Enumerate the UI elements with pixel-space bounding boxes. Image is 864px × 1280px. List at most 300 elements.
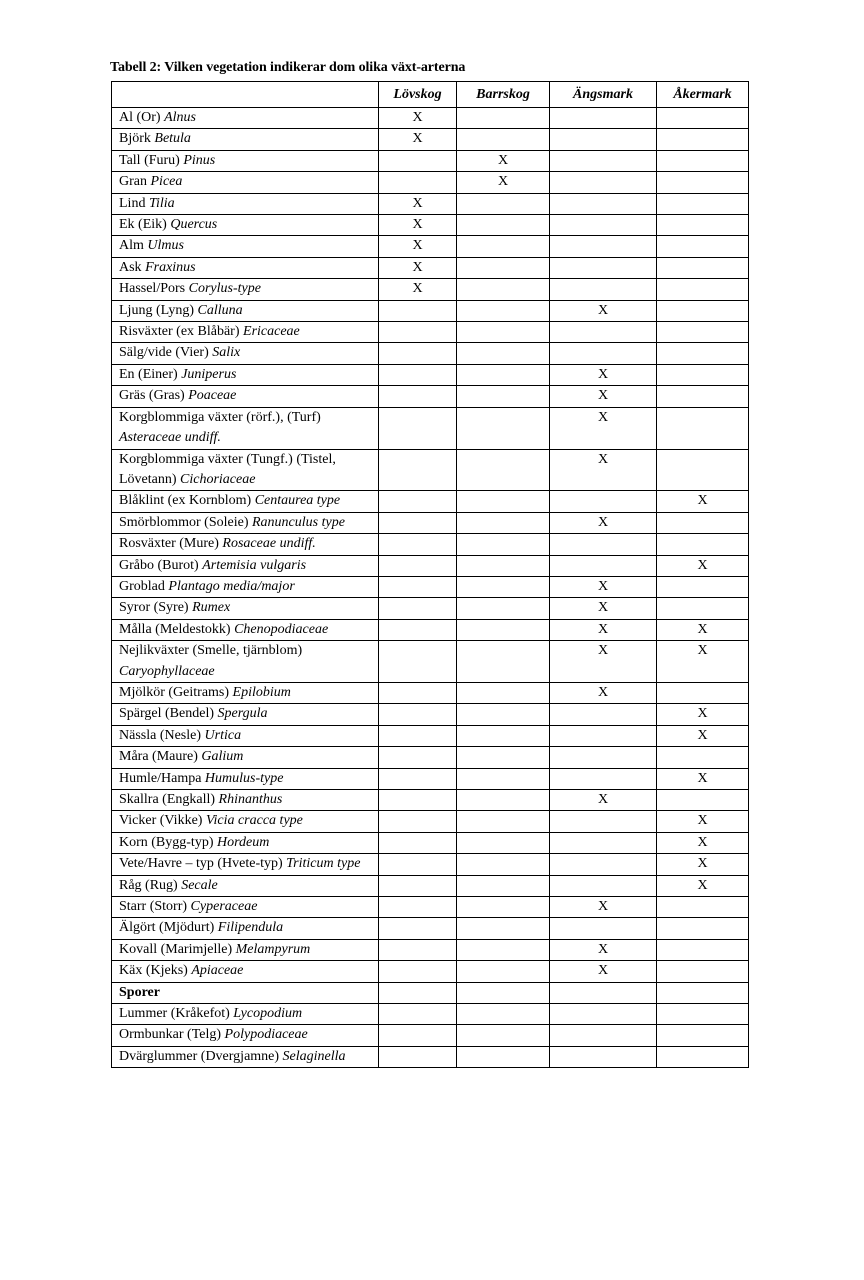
- scientific-name: Cyperaceae: [190, 899, 258, 915]
- mark-cell: [657, 939, 749, 960]
- species-name-cell: [112, 491, 379, 512]
- common-name: Älgört (Mjödurt): [119, 920, 218, 936]
- mark-cell: [457, 449, 550, 491]
- mark-cell: [379, 555, 457, 576]
- mark-cell: [457, 1025, 550, 1046]
- scientific-name: Plantago media/major: [168, 578, 295, 594]
- mark-cell: [379, 854, 457, 875]
- mark-cell: [379, 236, 457, 257]
- mark-cell: [657, 215, 749, 236]
- mark-cell: [550, 641, 657, 683]
- header-row: [112, 82, 749, 108]
- section-row: [112, 982, 749, 1003]
- mark-cell: [379, 279, 457, 300]
- scientific-name: Urtica: [204, 727, 242, 743]
- mark-cell: [457, 854, 550, 875]
- mark-cell: [379, 939, 457, 960]
- mark-cell: [550, 279, 657, 300]
- mark-cell: [379, 682, 457, 703]
- species-name-cell: [112, 364, 379, 385]
- scientific-name: Ericaceae: [243, 324, 300, 340]
- scientific-name: Hordeum: [217, 834, 270, 850]
- common-name: Spärgel (Bendel): [119, 706, 218, 722]
- mark-x: X: [412, 110, 423, 125]
- mark-cell: [457, 108, 550, 129]
- mark-cell: [550, 725, 657, 746]
- common-name: Smörblommor (Soleie): [119, 514, 252, 530]
- mark-x: X: [697, 643, 708, 659]
- table-row: [112, 150, 749, 171]
- mark-cell: [379, 129, 457, 150]
- mark-cell: [379, 491, 457, 512]
- mark-cell: [550, 832, 657, 853]
- mark-x: X: [412, 217, 423, 233]
- mark-cell: [457, 747, 550, 768]
- mark-x: X: [597, 302, 609, 318]
- mark-cell: [379, 619, 457, 640]
- scientific-name: Salix: [212, 345, 241, 361]
- mark-cell: [457, 407, 550, 449]
- mark-cell: [657, 982, 749, 1003]
- mark-cell: [657, 236, 749, 257]
- mark-x: X: [497, 174, 509, 190]
- scientific-name: Corylus-type: [188, 281, 261, 297]
- mark-cell: [657, 725, 749, 746]
- mark-x: X: [697, 621, 708, 637]
- common-name: Gråbo (Burot): [119, 557, 203, 573]
- mark-cell: [550, 576, 657, 597]
- scientific-name: Rhinanthus: [218, 792, 283, 807]
- scientific-name: Centaurea type: [254, 493, 341, 509]
- table-row: [112, 811, 749, 832]
- table-row: [112, 407, 749, 449]
- table-row: [112, 1046, 749, 1067]
- table-row: [112, 939, 749, 960]
- scientific-name: Calluna: [197, 302, 243, 318]
- mark-cell: [457, 386, 550, 407]
- table-row: [112, 619, 749, 640]
- species-name-cell: [112, 875, 379, 896]
- common-name: Lummer (Kråkefot): [119, 1006, 234, 1022]
- mark-cell: [550, 1046, 657, 1067]
- species-name-cell: [112, 682, 379, 703]
- common-name: En (Einer): [119, 366, 182, 382]
- mark-cell: [379, 449, 457, 491]
- table-body: [112, 108, 749, 1068]
- mark-cell: [550, 512, 657, 533]
- mark-cell: [550, 598, 657, 619]
- mark-x: X: [597, 621, 609, 637]
- mark-cell: [379, 193, 457, 214]
- mark-x: X: [697, 877, 708, 893]
- species-name-cell: [112, 1025, 379, 1046]
- common-name: Korgblommiga växter (rörf.), (Turf): [119, 409, 321, 425]
- common-name: Groblad: [119, 578, 169, 594]
- mark-cell: [457, 832, 550, 853]
- mark-cell: [657, 790, 749, 811]
- mark-cell: [457, 1046, 550, 1067]
- common-name: Nejlikväxter (Smelle, tjärnblom): [119, 643, 303, 659]
- common-name: Nässla (Nesle): [119, 727, 205, 743]
- mark-x: X: [412, 281, 423, 297]
- species-name-cell: [112, 619, 379, 640]
- scientific-name: Ulmus: [147, 238, 184, 254]
- mark-cell: [550, 407, 657, 449]
- common-name: Gran: [119, 174, 151, 190]
- species-name-cell: [112, 386, 379, 407]
- table-row: [112, 961, 749, 982]
- mark-cell: [379, 747, 457, 768]
- mark-cell: [457, 982, 550, 1003]
- scientific-name: Galium: [201, 749, 244, 765]
- mark-x: X: [697, 727, 708, 743]
- common-name: Alm: [119, 238, 148, 254]
- mark-cell: [457, 129, 550, 150]
- scientific-name: Ranunculus type: [252, 514, 345, 530]
- table-row: [112, 279, 749, 300]
- mark-cell: [657, 747, 749, 768]
- mark-cell: [457, 641, 550, 683]
- species-name-cell: [112, 449, 379, 491]
- mark-cell: [657, 108, 749, 129]
- mark-cell: [657, 257, 749, 278]
- mark-x: X: [412, 238, 423, 254]
- table-row: [112, 129, 749, 150]
- mark-cell: [379, 300, 457, 321]
- mark-cell: [657, 279, 749, 300]
- common-name: Starr (Storr): [119, 899, 191, 915]
- common-name: Sälg/vide (Vier): [119, 345, 213, 361]
- vegetation-table: [111, 81, 749, 1068]
- mark-cell: [379, 1046, 457, 1067]
- common-name: Sporer: [119, 984, 160, 1000]
- mark-cell: [657, 193, 749, 214]
- mark-cell: [657, 449, 749, 491]
- mark-cell: [550, 918, 657, 939]
- mark-x: X: [697, 813, 708, 829]
- mark-cell: [550, 682, 657, 703]
- column-header-lovskog: Lövskog: [379, 82, 457, 108]
- common-name: Råg (Rug): [119, 877, 182, 893]
- mark-cell: [379, 961, 457, 982]
- mark-cell: [657, 704, 749, 725]
- mark-cell: [550, 1004, 657, 1025]
- table-row: [112, 682, 749, 703]
- mark-cell: [657, 576, 749, 597]
- species-name-cell: [112, 747, 379, 768]
- common-name: Kovall (Marimjelle): [119, 941, 236, 957]
- mark-cell: [379, 982, 457, 1003]
- mark-cell: [657, 1004, 749, 1025]
- species-name-cell: [112, 300, 379, 321]
- mark-cell: [379, 108, 457, 129]
- species-name-cell: [112, 407, 379, 449]
- mark-cell: [379, 790, 457, 811]
- scientific-name: Juniperus: [181, 366, 237, 382]
- mark-cell: [379, 512, 457, 533]
- species-name-cell: [112, 918, 379, 939]
- scientific-name: Alnus: [164, 110, 196, 125]
- table-row: [112, 300, 749, 321]
- mark-cell: [550, 386, 657, 407]
- mark-x: X: [412, 195, 423, 211]
- mark-cell: [457, 150, 550, 171]
- species-name-cell: [112, 641, 379, 683]
- species-name-cell: [112, 257, 379, 278]
- species-name-cell: [112, 704, 379, 725]
- scientific-name: Epilobium: [232, 684, 291, 700]
- common-name: Korn (Bygg-typ): [119, 834, 217, 850]
- mark-cell: [550, 193, 657, 214]
- mark-cell: [550, 982, 657, 1003]
- mark-cell: [550, 343, 657, 364]
- mark-x: X: [597, 963, 609, 979]
- table-row: [112, 875, 749, 896]
- column-header-barrskog: Barrskog: [457, 82, 550, 108]
- mark-cell: [657, 407, 749, 449]
- common-name: Ask: [119, 259, 146, 275]
- mark-x: X: [597, 684, 609, 700]
- scientific-name: Tilia: [148, 195, 175, 211]
- mark-cell: [457, 918, 550, 939]
- scientific-name: Selaginella: [282, 1048, 346, 1064]
- mark-x: X: [697, 834, 708, 850]
- mark-x: X: [597, 409, 609, 425]
- common-name: Vicker (Vikke): [119, 813, 206, 829]
- table-row: [112, 725, 749, 746]
- mark-x: X: [597, 600, 609, 616]
- scientific-name: Asteraceae undiff.: [119, 430, 221, 446]
- mark-x: X: [412, 131, 423, 147]
- table-row: [112, 257, 749, 278]
- mark-cell: [379, 215, 457, 236]
- mark-cell: [379, 534, 457, 555]
- table-row: [112, 215, 749, 236]
- table-row: [112, 322, 749, 343]
- mark-x: X: [597, 578, 609, 594]
- mark-cell: [657, 682, 749, 703]
- common-name: Vete/Havre – typ (Hvete-typ): [119, 856, 287, 872]
- scientific-name: Betula: [154, 131, 191, 147]
- table-row: [112, 918, 749, 939]
- mark-cell: [379, 1025, 457, 1046]
- table-row: [112, 768, 749, 789]
- mark-cell: [379, 576, 457, 597]
- column-header-akermark: Åkermark: [657, 82, 749, 108]
- mark-cell: [657, 598, 749, 619]
- mark-cell: [657, 961, 749, 982]
- mark-cell: [379, 768, 457, 789]
- species-name-cell: [112, 343, 379, 364]
- common-name: Ormbunkar (Telg): [119, 1027, 225, 1043]
- species-name-cell: [112, 322, 379, 343]
- mark-cell: [457, 875, 550, 896]
- mark-cell: [379, 172, 457, 193]
- mark-cell: [457, 534, 550, 555]
- mark-cell: [550, 704, 657, 725]
- common-name: Syror (Syre): [119, 600, 193, 616]
- species-name-cell: [112, 854, 379, 875]
- common-name: Käx (Kjeks): [119, 963, 192, 979]
- species-name-cell: [112, 512, 379, 533]
- scientific-name: Rosaceae undiff.: [222, 536, 316, 552]
- table-row: [112, 576, 749, 597]
- scientific-name: Spergula: [217, 706, 268, 722]
- common-name: Björk: [119, 131, 155, 147]
- mark-cell: [457, 811, 550, 832]
- mark-cell: [657, 172, 749, 193]
- species-name-cell: [112, 193, 379, 214]
- common-name: Målla (Meldestokk): [119, 621, 235, 637]
- mark-cell: [550, 768, 657, 789]
- mark-cell: [457, 512, 550, 533]
- table-row: [112, 832, 749, 853]
- mark-cell: [379, 704, 457, 725]
- table-row: [112, 343, 749, 364]
- table-title: Tabell 2: Vilken vegetation indikerar dom olika växt-arterna: [110, 60, 466, 75]
- mark-cell: [457, 491, 550, 512]
- mark-cell: [379, 875, 457, 896]
- table-row: [112, 704, 749, 725]
- mark-x: X: [597, 899, 609, 915]
- mark-cell: [657, 386, 749, 407]
- mark-cell: [457, 1004, 550, 1025]
- mark-cell: [379, 641, 457, 683]
- mark-cell: [550, 364, 657, 385]
- mark-cell: [550, 449, 657, 491]
- mark-cell: [379, 257, 457, 278]
- mark-cell: [657, 491, 749, 512]
- mark-cell: [550, 257, 657, 278]
- mark-cell: [657, 768, 749, 789]
- table-row: [112, 534, 749, 555]
- mark-x: X: [597, 643, 609, 659]
- mark-cell: [457, 555, 550, 576]
- scientific-name: Artemisia vulgaris: [202, 557, 307, 573]
- mark-cell: [657, 129, 749, 150]
- mark-cell: [379, 832, 457, 853]
- common-name: Blåklint (ex Kornblom): [119, 493, 255, 509]
- species-name-cell: [112, 129, 379, 150]
- mark-cell: [550, 215, 657, 236]
- mark-cell: [457, 704, 550, 725]
- mark-cell: [457, 322, 550, 343]
- mark-cell: [657, 918, 749, 939]
- scientific-name: Polypodiaceae: [224, 1027, 308, 1043]
- mark-cell: [550, 322, 657, 343]
- scientific-name: Poaceae: [188, 388, 237, 404]
- mark-cell: [657, 150, 749, 171]
- species-name-cell: [112, 598, 379, 619]
- table-row: [112, 598, 749, 619]
- scientific-name: Secale: [181, 877, 218, 893]
- mark-cell: [550, 108, 657, 129]
- species-name-cell: [112, 897, 379, 918]
- mark-x: X: [697, 706, 708, 722]
- scientific-name: Lycopodium: [233, 1006, 303, 1022]
- species-name-cell: [112, 215, 379, 236]
- scientific-name: Pinus: [183, 152, 216, 168]
- mark-x: X: [697, 856, 708, 872]
- mark-cell: [379, 322, 457, 343]
- mark-cell: [657, 854, 749, 875]
- species-name-cell: [112, 534, 379, 555]
- mark-cell: [550, 790, 657, 811]
- mark-cell: [657, 897, 749, 918]
- scientific-name: Quercus: [170, 217, 218, 233]
- scientific-name: Fraxinus: [145, 259, 196, 275]
- species-name-cell: [112, 939, 379, 960]
- mark-cell: [457, 682, 550, 703]
- mark-cell: [550, 172, 657, 193]
- scientific-name: Melampyrum: [235, 941, 311, 957]
- mark-cell: [657, 512, 749, 533]
- table-row: [112, 512, 749, 533]
- common-name: Lind: [119, 195, 149, 211]
- species-name-cell: [112, 279, 379, 300]
- mark-cell: [379, 725, 457, 746]
- common-name: Rosväxter (Mure): [119, 536, 223, 552]
- species-name-cell: [112, 108, 379, 129]
- mark-cell: [550, 300, 657, 321]
- mark-cell: [657, 343, 749, 364]
- table-row: [112, 364, 749, 385]
- mark-cell: [457, 790, 550, 811]
- species-name-cell: [112, 576, 379, 597]
- mark-x: X: [597, 941, 609, 957]
- species-name-cell: [112, 961, 379, 982]
- species-name-cell: [112, 172, 379, 193]
- mark-cell: [457, 193, 550, 214]
- mark-x: X: [597, 451, 609, 467]
- scientific-name: Humulus-type: [204, 770, 284, 786]
- mark-cell: [657, 641, 749, 683]
- mark-cell: [457, 939, 550, 960]
- mark-x: X: [697, 557, 708, 573]
- mark-cell: [550, 619, 657, 640]
- mark-cell: [550, 811, 657, 832]
- table-row: [112, 1025, 749, 1046]
- mark-cell: [550, 747, 657, 768]
- common-name: Gräs (Gras): [119, 388, 189, 404]
- mark-cell: [457, 961, 550, 982]
- mark-cell: [550, 236, 657, 257]
- mark-x: X: [597, 514, 609, 530]
- species-name-cell: [112, 768, 379, 789]
- table-row: [112, 491, 749, 512]
- species-name-cell: [112, 982, 379, 1003]
- common-name: Al (Or): [119, 110, 165, 125]
- species-name-cell: [112, 236, 379, 257]
- mark-cell: [457, 619, 550, 640]
- mark-cell: [657, 300, 749, 321]
- mark-cell: [550, 854, 657, 875]
- mark-cell: [457, 236, 550, 257]
- mark-cell: [457, 343, 550, 364]
- mark-cell: [550, 875, 657, 896]
- mark-cell: [457, 172, 550, 193]
- mark-cell: [550, 129, 657, 150]
- species-name-cell: [112, 555, 379, 576]
- mark-cell: [550, 939, 657, 960]
- scientific-name: Cichoriaceae: [180, 471, 256, 487]
- mark-cell: [657, 555, 749, 576]
- scientific-name: Picea: [150, 174, 183, 190]
- common-name: Skallra (Engkall): [119, 792, 219, 807]
- mark-cell: [457, 257, 550, 278]
- mark-cell: [457, 897, 550, 918]
- table-row: [112, 1004, 749, 1025]
